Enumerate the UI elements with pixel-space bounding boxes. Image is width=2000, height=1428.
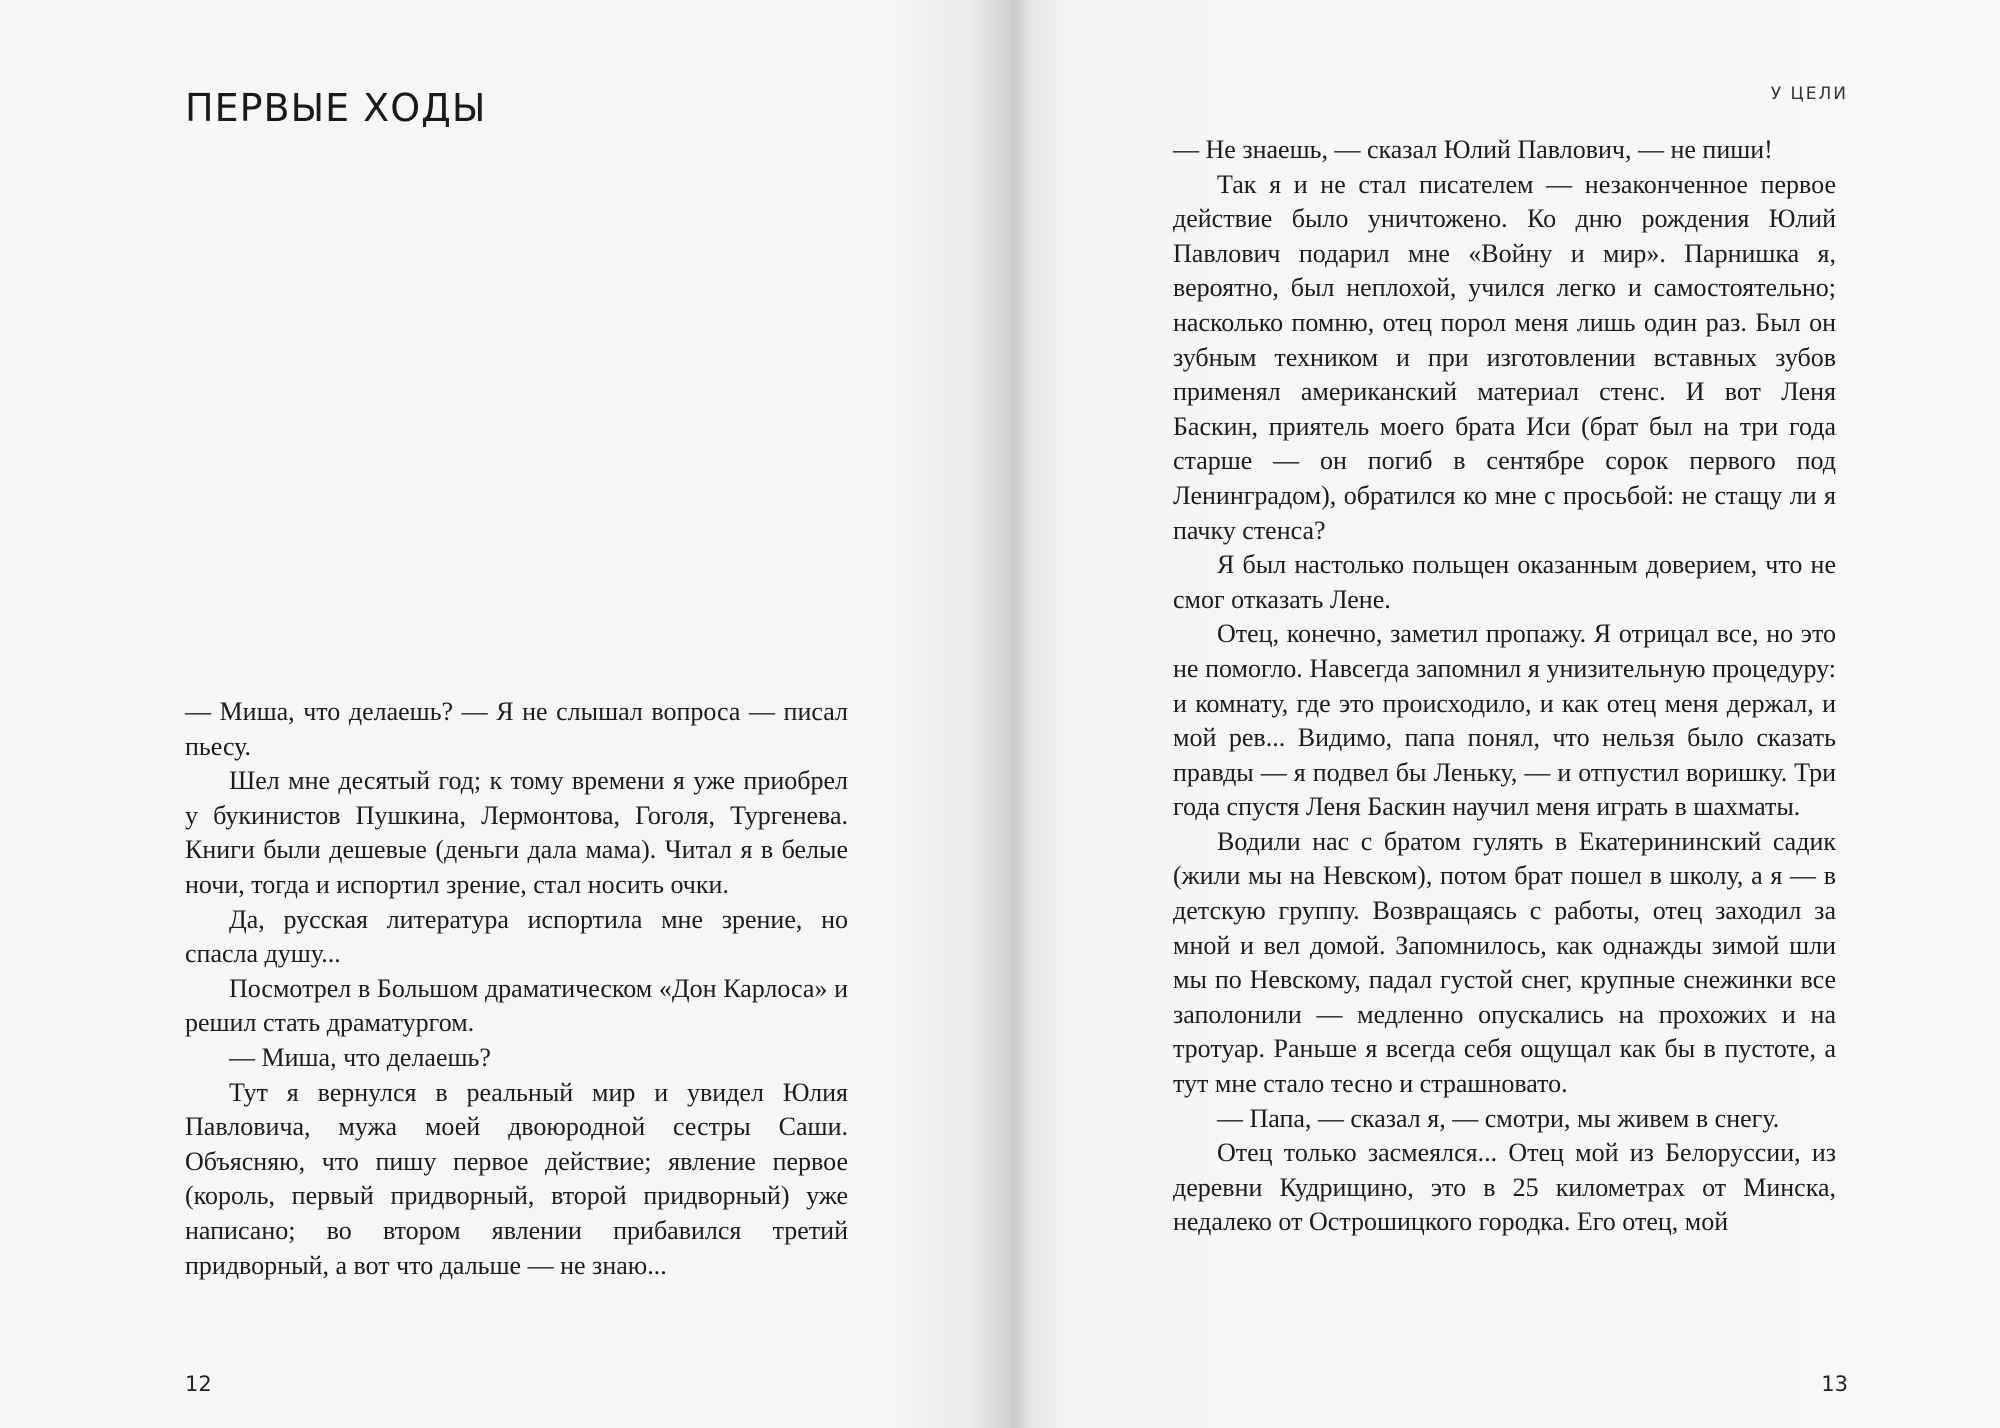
paragraph: Да, русская литература испортила мне зрение, но спасла душу...	[185, 904, 848, 969]
left-page-text	[185, 695, 848, 1283]
paragraph: Отец только засмеялся... Отец мой из Белоруссии, из деревни Кудрищино, это в 25 километрах от Минска, недалеко от Острошицкого городка. Его отец, мой	[1173, 1138, 1836, 1237]
paragraph: — Миша, что делаешь?	[229, 1042, 491, 1072]
paragraph: Отец, конечно, заметил пропажу. Я отрицал все, но это не помогло. Навсегда запомнил я унизительную процедуру: и комнату, где это происходило, и как отец меня держал, и мой рев... Видимо, папа понял, что нельзя было сказать правды — я подвел бы Леньку, — и отпустил воришку. Три года спустя Леня Баскин научил меня играть в шахматы.	[1173, 619, 1836, 822]
paragraph: — Папа, — сказал я, — смотри, мы живем в снегу.	[1217, 1103, 1780, 1133]
paragraph: Я был настолько польщен оказанным доверием, что не смог отказать Лене.	[1173, 550, 1836, 614]
running-head: У ЦЕЛИ	[1770, 84, 1848, 104]
paragraph: Водили нас с братом гулять в Екатерининский садик (жили мы на Невском), потом брат пошел в школу, а я — в детскую группу. Возвращаясь с работы, отец заходил за мной и вел домой. Запомнилось, как однажды зимой шли мы по Невскому, падал густой снег, крупные снежинки все заполонили — медленно опускались на прохожих и на тротуар. Раньше я всегда себя ощущал как бы в пустоте, а тут мне стало тесно и страшновато.	[1173, 826, 1836, 1099]
paragraph: — Не знаешь, — сказал Юлий Павлович, — не пиши!	[1173, 135, 1773, 164]
page-number-left: 12	[185, 1372, 212, 1396]
chapter-title: ПЕРВЫЕ ХОДЫ	[185, 86, 487, 130]
paragraph: Шел мне десятый год; к тому времени я уже приобрел у букинистов Пушкина, Лермонтова, Гоголя, Тургенева. Книги были дешевые (деньги дала мама). Читал я в белые ночи, тогда и испортил зрение, стал носить очки.	[185, 766, 848, 899]
paragraph: Так я и не стал писателем — незаконченное первое действие было уничтожено. Ко дню рождения Юлий Павлович подарил мне «Войну и мир». Парнишка я, вероятно, был неплохой, учился легко и самостоятельно; насколько помню, отец порол меня лишь один раз. Был он зубным техником и при изготовлении вставных зубов применял американский материал стенс. И вот Леня Баскин, приятель моего брата Иси (брат был на три года старше — он погиб в сентябре сорок первого под Ленинградом), обратился ко мне с просьбой: не стащу ли я пачку стенса?	[1173, 169, 1836, 545]
page-number-right: 13	[1821, 1372, 1848, 1396]
paragraph: — Миша, что делаешь? — Я не слышал вопроса — писал пьесу.	[185, 697, 848, 761]
right-page	[1012, 0, 2000, 1428]
paragraph: Посмотрел в Большом драматическом «Дон Карлоса» и решил стать драматургом.	[185, 973, 848, 1038]
paragraph: Тут я вернулся в реальный мир и увидел Юлия Павловича, мужа моей двоюродной сестры Саши. Объясняю, что пишу первое действие; явление первое (король, первый придворный, второй придворный) уже написано; во втором явлении прибавился третий придворный, а вот что дальше — не знаю...	[185, 1077, 848, 1280]
right-page-text	[1173, 133, 1836, 1240]
